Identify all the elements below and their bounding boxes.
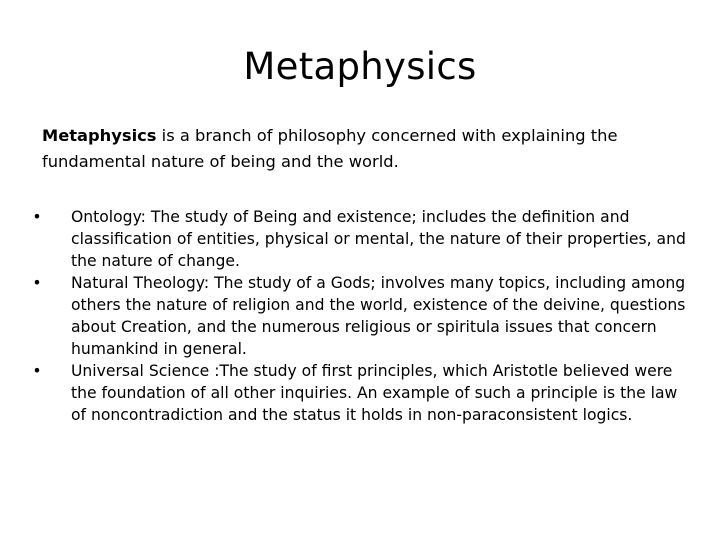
bullet-item-natural-theology: [30, 272, 690, 360]
slide-title: Metaphysics: [243, 45, 477, 88]
bullet-text: Ontology: The study of Being and existence; includes the definition and classification of entities, physical or mental, the nature of their properties, and the nature of change.: [71, 208, 686, 270]
bullet-icon: •: [32, 208, 42, 226]
bullet-item-ontology: [30, 206, 690, 272]
bullet-text: Natural Theology: The study of a Gods; involves many topics, including among others the nature of religion and the world, existence of the deivine, questions about Creation, and the numerous religious or spiritula issues that concern humankind in general.: [71, 274, 686, 358]
intro-term: Metaphysics: [42, 126, 157, 145]
bullet-item-universal-science: [30, 360, 690, 426]
bullet-text: Universal Science :The study of first principles, which Aristotle believed were the foundation of all other inquiries. An example of such a principle is the law of noncontradiction and the status it holds in non-paraconsistent logics.: [71, 362, 678, 424]
bullet-icon: •: [32, 274, 42, 292]
intro-paragraph: [42, 123, 692, 175]
bullet-list: [30, 206, 690, 426]
intro-text: is a branch of philosophy concerned with explaining the fundamental nature of being and the world.: [42, 126, 618, 171]
bullet-icon: •: [32, 362, 42, 380]
